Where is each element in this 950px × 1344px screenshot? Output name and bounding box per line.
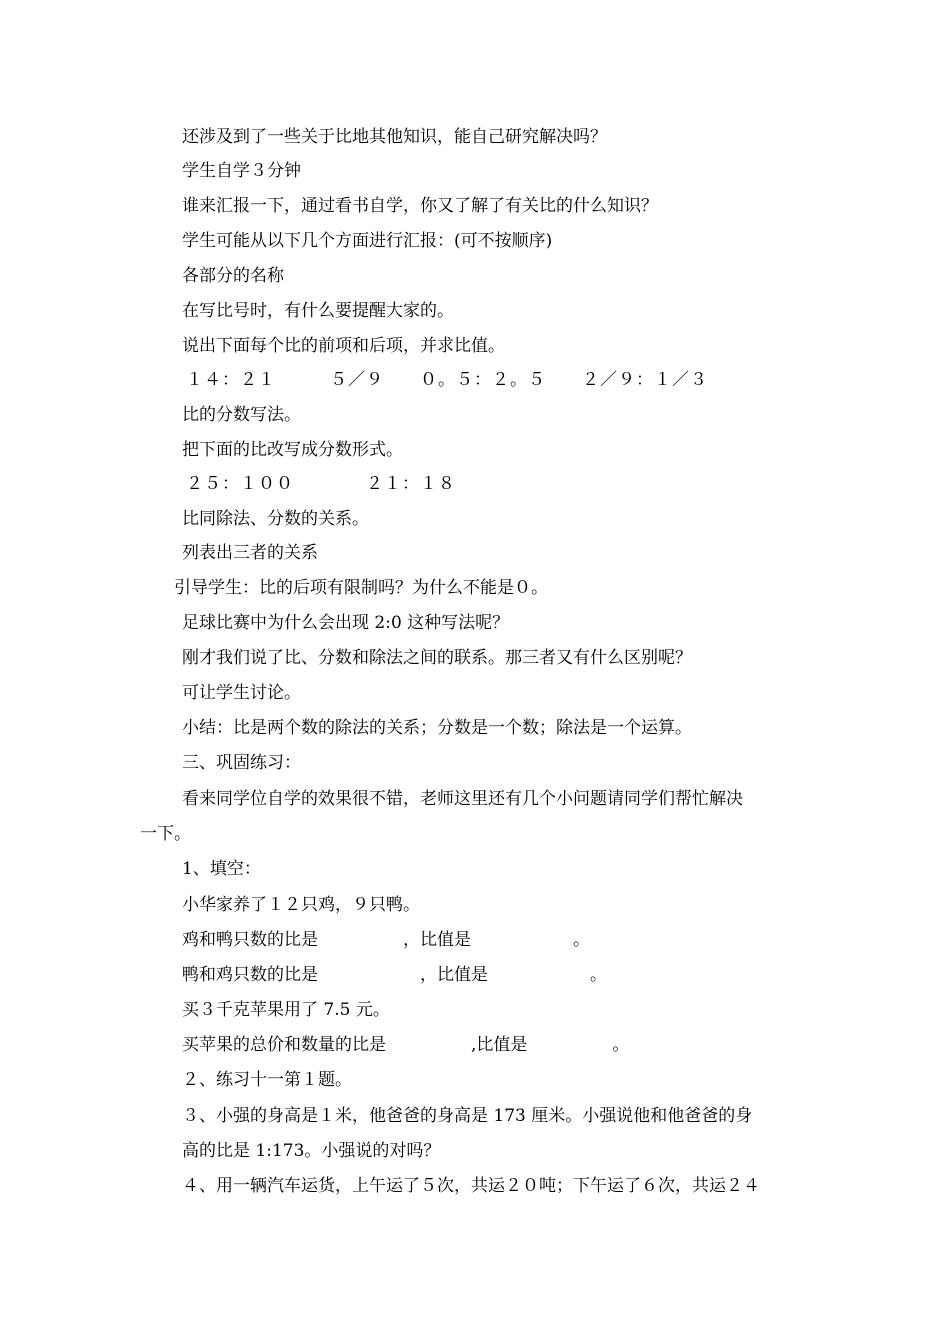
summary-line: 小结：比是两个数的除法的关系；分数是一个数；除法是一个运算。 bbox=[182, 718, 692, 738]
text-line: ４、用一辆汽车运货，上午运了５次，共运２０吨；下午运了６次，共运２４ bbox=[182, 1176, 760, 1196]
text-line: 刚才我们说了比、分数和除法之间的联系。那三者又有什么区别呢？ bbox=[182, 648, 692, 668]
text-line: 在写比号时，有什么要提醒大家的。 bbox=[182, 301, 454, 321]
text-line: 一下。 bbox=[140, 824, 191, 844]
text-line: 各部分的名称 bbox=[182, 266, 284, 286]
text-line: 把下面的比改写成分数形式。 bbox=[182, 440, 403, 460]
text-line: 列表出三者的关系 bbox=[182, 543, 318, 563]
exercise-heading: 1、填空： bbox=[182, 859, 261, 879]
ratio-examples-line: ２５：１００ ２１：１８ bbox=[186, 474, 456, 494]
text-line: 学生可能从以下几个方面进行汇报：(可不按顺序) bbox=[182, 231, 553, 251]
fill-blank-line: 买苹果的总价和数量的比是 ,比值是 。 bbox=[182, 1035, 630, 1055]
text-line: 说出下面每个比的前项和后项，并求比值。 bbox=[182, 336, 505, 356]
text-line: 谁来汇报一下，通过看书自学，你又了解了有关比的什么知识？ bbox=[182, 196, 658, 216]
ratio-examples-line: １４：２１ ５／９ ０。５：２。５ ２／９：１／３ bbox=[186, 370, 708, 390]
text-line: 比同除法、分数的关系。 bbox=[182, 509, 369, 529]
text-line: 可让学生讨论。 bbox=[182, 683, 301, 703]
text-line: 足球比赛中为什么会出现 2:0 这种写法呢？ bbox=[182, 613, 510, 633]
fill-blank-line: 鸡和鸭只数的比是 ，比值是 。 bbox=[182, 930, 590, 950]
text-line: 高的比是 1:173。小强说的对吗？ bbox=[182, 1141, 441, 1161]
text-line: 学生自学３分钟 bbox=[182, 161, 301, 181]
text-line: 看来同学位自学的效果很不错，老师这里还有几个小问题请同学们帮忙解决 bbox=[182, 789, 743, 809]
exercise-heading: ２、练习十一第１题。 bbox=[182, 1070, 352, 1090]
text-line: 买３千克苹果用了 7.5 元。 bbox=[182, 1000, 390, 1020]
section-heading: 三、巩固练习： bbox=[182, 753, 301, 773]
text-line: ３、小强的身高是１米，他爸爸的身高是 173 厘米。小强说他和他爸爸的身 bbox=[182, 1106, 753, 1126]
text-line: 小华家养了１２只鸡，９只鸭。 bbox=[182, 895, 420, 915]
text-line: 引导学生：比的后项有限制吗？为什么不能是０。 bbox=[174, 578, 548, 598]
text-line: 还涉及到了一些关于比地其他知识，能自己研究解决吗？ bbox=[182, 127, 607, 147]
fill-blank-line: 鸭和鸡只数的比是 ，比值是 。 bbox=[182, 965, 607, 985]
text-line: 比的分数写法。 bbox=[182, 405, 301, 425]
